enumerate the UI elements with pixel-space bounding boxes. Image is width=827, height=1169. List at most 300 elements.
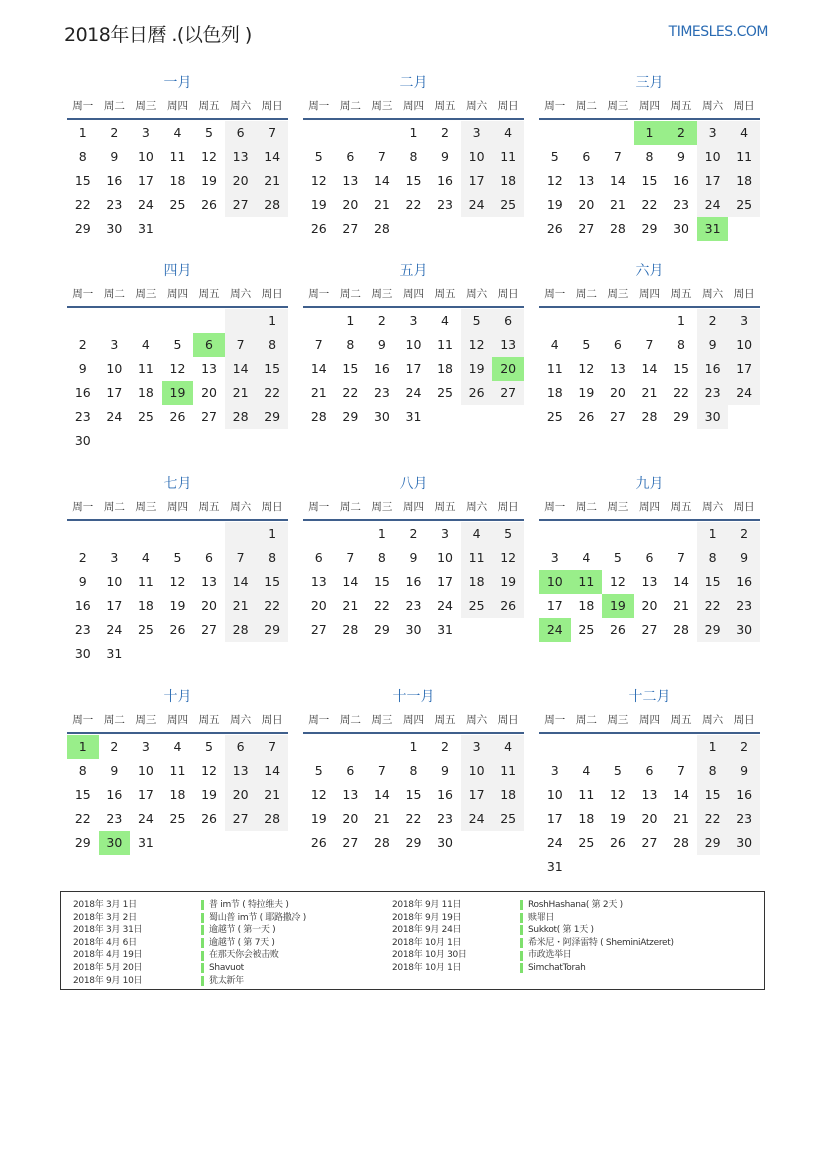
day-cell: 30 xyxy=(728,831,760,855)
holiday-row xyxy=(73,937,306,950)
weekday-label: 周二 xyxy=(575,714,597,726)
day-cell: 1 xyxy=(677,313,685,328)
month-calendar xyxy=(303,260,524,473)
day-cell: 13 xyxy=(342,787,359,802)
day-cell: 18 xyxy=(169,173,186,188)
day-cell: 11 xyxy=(137,574,154,589)
day-cell: 3 xyxy=(697,121,729,145)
day-cell: 14 xyxy=(256,145,288,169)
holiday-row xyxy=(73,949,306,962)
page-title: 2018年日曆 .(以色列 ) xyxy=(64,24,252,46)
day-cell: 31 xyxy=(546,859,563,874)
weekday-label: 周五 xyxy=(670,501,692,513)
day-cell: 2 xyxy=(409,526,418,541)
day-cell-empty xyxy=(665,735,697,759)
day-cell: 4 xyxy=(141,337,150,352)
day-cell: 24 xyxy=(728,381,760,405)
day-cell: 10 xyxy=(728,333,760,357)
day-cell: 19 xyxy=(492,570,524,594)
day-cell-holiday: 1 xyxy=(634,121,666,145)
weekday-label: 周三 xyxy=(371,100,393,112)
day-cell: 7 xyxy=(256,735,288,759)
day-cell: 30 xyxy=(106,221,123,236)
holiday-date: 2018年 3月 31日 xyxy=(73,925,143,936)
site-logo[interactable]: TIMESLES.COM xyxy=(668,24,768,40)
day-cell-empty xyxy=(335,522,367,546)
day-cell: 16 xyxy=(673,173,689,188)
day-cell: 15 xyxy=(405,173,422,188)
holiday-row xyxy=(73,924,306,937)
day-cell: 2 xyxy=(728,735,760,759)
weekday-header xyxy=(67,282,288,308)
day-cell: 29 xyxy=(697,618,729,642)
day-cell: 23 xyxy=(673,197,689,212)
day-cell: 27 xyxy=(225,807,257,831)
day-cell: 15 xyxy=(641,173,658,188)
day-cell: 18 xyxy=(137,385,154,400)
day-cell: 27 xyxy=(578,221,595,236)
day-cell: 3 xyxy=(110,550,119,565)
day-cell: 7 xyxy=(613,149,622,164)
weekday-label: 周二 xyxy=(103,100,125,112)
weekday-label: 周五 xyxy=(198,100,220,112)
day-cell: 8 xyxy=(377,550,386,565)
day-cell: 19 xyxy=(201,787,217,802)
day-cell: 26 xyxy=(492,594,524,618)
day-cell: 31 xyxy=(106,646,123,661)
days-grid xyxy=(303,734,524,855)
day-cell-empty xyxy=(571,309,603,333)
weekday-label: 周五 xyxy=(434,100,456,112)
day-cell: 15 xyxy=(256,357,288,381)
weekday-label: 周六 xyxy=(702,714,724,726)
day-cell: 13 xyxy=(641,574,658,589)
day-cell: 7 xyxy=(677,763,685,778)
day-cell: 21 xyxy=(256,783,288,807)
day-cell: 20 xyxy=(641,811,658,826)
day-cell: 3 xyxy=(409,313,418,328)
days-grid xyxy=(539,308,760,429)
day-cell: 15 xyxy=(697,570,729,594)
day-cell: 21 xyxy=(256,169,288,193)
holiday-marker xyxy=(520,963,523,973)
day-cell: 16 xyxy=(437,173,453,188)
weekday-header xyxy=(539,495,760,521)
day-cell: 23 xyxy=(728,807,760,831)
day-cell: 24 xyxy=(461,193,493,217)
day-cell-empty xyxy=(539,735,571,759)
day-cell: 15 xyxy=(405,787,422,802)
day-cell: 14 xyxy=(310,361,327,376)
day-cell: 30 xyxy=(373,409,390,424)
day-cell: 27 xyxy=(342,835,359,850)
holiday-marker xyxy=(520,951,523,961)
day-cell: 22 xyxy=(74,197,91,212)
day-cell: 15 xyxy=(373,574,390,589)
day-cell-empty xyxy=(634,309,666,333)
holiday-name: 普 im节 ( 特拉维夫 ) xyxy=(209,900,289,910)
weekday-label: 周二 xyxy=(103,714,125,726)
day-cell: 9 xyxy=(697,333,729,357)
weekday-label: 周五 xyxy=(198,288,220,300)
day-cell-empty xyxy=(571,522,603,546)
day-cell: 12 xyxy=(310,173,327,188)
day-cell-empty xyxy=(193,522,225,546)
holiday-list xyxy=(60,891,765,990)
day-cell: 2 xyxy=(441,125,449,140)
day-cell: 5 xyxy=(492,522,524,546)
day-cell: 4 xyxy=(582,763,591,778)
day-cell: 10 xyxy=(106,574,123,589)
day-cell-empty xyxy=(193,309,225,333)
day-cell: 16 xyxy=(405,574,422,589)
day-cell: 9 xyxy=(728,546,760,570)
day-cell: 5 xyxy=(613,550,622,565)
day-cell: 27 xyxy=(225,193,257,217)
weekday-label: 周二 xyxy=(339,288,361,300)
day-cell: 28 xyxy=(673,835,689,850)
day-cell: 13 xyxy=(225,759,257,783)
day-cell: 29 xyxy=(373,622,390,637)
weekday-label: 周日 xyxy=(733,714,755,726)
day-cell-empty xyxy=(571,121,603,145)
day-cell: 23 xyxy=(405,598,422,613)
day-cell: 28 xyxy=(373,221,390,236)
day-cell: 21 xyxy=(373,197,390,212)
day-cell: 2 xyxy=(78,337,87,352)
day-cell-empty xyxy=(130,309,162,333)
holiday-marker xyxy=(520,900,523,910)
day-cell-holiday: 31 xyxy=(697,217,729,241)
weekday-label: 周四 xyxy=(166,501,188,513)
day-cell: 7 xyxy=(346,550,355,565)
day-cell-empty xyxy=(571,735,603,759)
day-cell: 13 xyxy=(225,145,257,169)
day-cell: 20 xyxy=(578,197,595,212)
day-cell: 26 xyxy=(169,409,186,424)
day-cell: 5 xyxy=(314,149,323,164)
month-calendar xyxy=(303,72,524,260)
day-cell: 29 xyxy=(342,409,359,424)
day-cell: 14 xyxy=(373,173,390,188)
holiday-date: 2018年 5月 20日 xyxy=(73,962,143,973)
day-cell-empty xyxy=(67,309,99,333)
weekday-label: 周四 xyxy=(166,714,188,726)
weekday-header xyxy=(539,94,760,120)
day-cell: 19 xyxy=(169,598,186,613)
weekday-label: 周六 xyxy=(702,288,724,300)
day-cell: 17 xyxy=(437,574,453,589)
month-title: 五月 xyxy=(399,263,428,279)
weekday-header xyxy=(67,495,288,521)
days-grid xyxy=(539,120,760,241)
holiday-row xyxy=(73,975,306,988)
day-cell: 14 xyxy=(641,361,658,376)
day-cell: 11 xyxy=(437,337,453,352)
weekday-label: 周二 xyxy=(339,501,361,513)
day-cell-empty xyxy=(130,522,162,546)
day-cell: 25 xyxy=(137,622,154,637)
day-cell-holiday: 1 xyxy=(67,735,99,759)
month-calendar xyxy=(303,473,524,686)
day-cell: 8 xyxy=(78,149,87,164)
day-cell: 28 xyxy=(342,622,359,637)
holiday-date: 2018年 9月 24日 xyxy=(392,925,462,936)
day-cell: 27 xyxy=(201,409,217,424)
day-cell: 12 xyxy=(546,173,563,188)
day-cell: 29 xyxy=(405,835,422,850)
day-cell: 21 xyxy=(342,598,359,613)
day-cell: 21 xyxy=(310,385,327,400)
holiday-name: Shavuot xyxy=(209,962,244,973)
day-cell: 18 xyxy=(728,169,760,193)
day-cell: 9 xyxy=(441,763,449,778)
day-cell: 6 xyxy=(205,550,213,565)
day-cell-holiday: 11 xyxy=(571,570,603,594)
day-cell: 14 xyxy=(225,570,257,594)
day-cell-empty xyxy=(303,309,335,333)
day-cell: 16 xyxy=(728,570,760,594)
day-cell: 20 xyxy=(225,169,257,193)
weekday-label: 周日 xyxy=(497,100,519,112)
weekday-label: 周三 xyxy=(371,501,393,513)
day-cell: 4 xyxy=(550,337,559,352)
day-cell: 26 xyxy=(609,835,626,850)
day-cell: 31 xyxy=(137,835,154,850)
day-cell-empty xyxy=(539,121,571,145)
day-cell-empty xyxy=(335,121,367,145)
day-cell: 3 xyxy=(550,550,559,565)
days-grid xyxy=(539,734,760,879)
month-title: 九月 xyxy=(635,476,664,492)
day-cell: 7 xyxy=(645,337,654,352)
day-cell: 15 xyxy=(74,173,91,188)
holiday-row xyxy=(73,899,306,912)
day-cell-empty xyxy=(67,522,99,546)
day-cell: 19 xyxy=(578,385,595,400)
day-cell: 17 xyxy=(546,811,563,826)
day-cell: 10 xyxy=(137,149,154,164)
weekday-label: 周二 xyxy=(339,100,361,112)
day-cell: 5 xyxy=(461,309,493,333)
day-cell: 1 xyxy=(256,522,288,546)
day-cell: 11 xyxy=(169,149,186,164)
holiday-name: 逾越节 ( 第 7天 ) xyxy=(209,937,275,948)
day-cell: 6 xyxy=(225,121,257,145)
holiday-marker xyxy=(520,913,523,923)
day-cell: 30 xyxy=(74,646,91,661)
day-cell-holiday: 19 xyxy=(602,594,634,618)
day-cell: 30 xyxy=(74,433,91,448)
day-cell: 8 xyxy=(409,763,418,778)
day-cell: 22 xyxy=(342,385,359,400)
day-cell-holiday: 2 xyxy=(665,121,697,145)
day-cell: 12 xyxy=(461,333,493,357)
day-cell: 7 xyxy=(256,121,288,145)
day-cell: 5 xyxy=(173,550,182,565)
day-cell: 16 xyxy=(373,361,390,376)
weekday-label: 周日 xyxy=(497,714,519,726)
day-cell-empty xyxy=(539,309,571,333)
day-cell: 22 xyxy=(256,381,288,405)
holiday-marker xyxy=(201,951,204,961)
day-cell: 5 xyxy=(613,763,622,778)
weekday-header xyxy=(539,708,760,734)
day-cell: 8 xyxy=(346,337,355,352)
weekday-label: 周一 xyxy=(544,714,566,726)
day-cell: 15 xyxy=(697,783,729,807)
day-cell: 22 xyxy=(74,811,91,826)
days-grid xyxy=(67,120,288,241)
day-cell: 24 xyxy=(106,409,123,424)
day-cell: 12 xyxy=(201,149,217,164)
day-cell: 9 xyxy=(78,574,87,589)
day-cell: 12 xyxy=(609,574,626,589)
holiday-marker xyxy=(520,938,523,948)
day-cell: 9 xyxy=(728,759,760,783)
holiday-name: 在那天你会被击败 xyxy=(209,950,279,961)
day-cell: 17 xyxy=(137,173,154,188)
days-grid xyxy=(67,521,288,666)
day-cell: 13 xyxy=(201,361,217,376)
weekday-label: 周六 xyxy=(230,714,252,726)
day-cell: 9 xyxy=(377,337,386,352)
day-cell-empty xyxy=(634,522,666,546)
day-cell: 25 xyxy=(137,409,154,424)
weekday-label: 周三 xyxy=(135,714,157,726)
holiday-row xyxy=(392,924,674,937)
day-cell: 10 xyxy=(461,759,493,783)
day-cell: 28 xyxy=(673,622,689,637)
day-cell: 29 xyxy=(74,221,91,236)
day-cell: 14 xyxy=(673,574,689,589)
weekday-label: 周六 xyxy=(230,288,252,300)
day-cell: 21 xyxy=(641,385,658,400)
day-cell: 6 xyxy=(314,550,323,565)
day-cell: 17 xyxy=(137,787,154,802)
day-cell: 3 xyxy=(461,121,493,145)
day-cell: 7 xyxy=(377,149,386,164)
day-cell: 19 xyxy=(310,197,327,212)
day-cell: 6 xyxy=(613,337,622,352)
day-cell: 9 xyxy=(78,361,87,376)
day-cell: 20 xyxy=(641,598,658,613)
weekday-label: 周一 xyxy=(544,288,566,300)
day-cell: 21 xyxy=(373,811,390,826)
day-cell: 26 xyxy=(578,409,595,424)
holiday-name: 市政选举日 xyxy=(528,950,572,961)
day-cell: 24 xyxy=(106,622,123,637)
day-cell: 22 xyxy=(697,594,729,618)
day-cell: 16 xyxy=(697,357,729,381)
weekday-label: 周四 xyxy=(402,501,424,513)
weekday-header xyxy=(303,708,524,734)
day-cell: 25 xyxy=(546,409,563,424)
month-calendar xyxy=(303,686,524,881)
day-cell: 21 xyxy=(609,197,626,212)
day-cell: 4 xyxy=(141,550,150,565)
day-cell: 3 xyxy=(461,735,493,759)
day-cell: 8 xyxy=(78,763,87,778)
holiday-marker xyxy=(201,900,204,910)
weekday-header xyxy=(67,94,288,120)
weekday-label: 周四 xyxy=(402,288,424,300)
weekday-label: 周日 xyxy=(261,714,283,726)
day-cell: 20 xyxy=(342,197,359,212)
weekday-label: 周五 xyxy=(198,714,220,726)
day-cell: 20 xyxy=(609,385,626,400)
month-title: 七月 xyxy=(163,476,192,492)
weekday-label: 周三 xyxy=(371,714,393,726)
day-cell: 5 xyxy=(205,125,213,140)
weekday-label: 周一 xyxy=(308,501,330,513)
day-cell-holiday: 19 xyxy=(162,381,194,405)
holiday-name: SimchatTorah xyxy=(528,962,586,973)
day-cell-empty xyxy=(303,522,335,546)
day-cell: 25 xyxy=(578,835,595,850)
day-cell: 19 xyxy=(546,197,563,212)
day-cell: 30 xyxy=(405,622,422,637)
holiday-marker xyxy=(201,925,204,935)
days-grid xyxy=(303,521,524,642)
weekday-label: 周三 xyxy=(607,501,629,513)
day-cell: 3 xyxy=(141,739,150,754)
day-cell: 1 xyxy=(256,309,288,333)
day-cell: 23 xyxy=(74,409,91,424)
day-cell: 31 xyxy=(137,221,154,236)
day-cell: 18 xyxy=(546,385,563,400)
holiday-date: 2018年 9月 11日 xyxy=(392,900,462,910)
weekday-label: 周五 xyxy=(670,714,692,726)
day-cell: 10 xyxy=(137,763,154,778)
days-grid xyxy=(303,308,524,429)
day-cell: 28 xyxy=(641,409,658,424)
day-cell-empty xyxy=(162,309,194,333)
day-cell: 9 xyxy=(409,550,418,565)
day-cell-holiday: 6 xyxy=(193,333,225,357)
holiday-row xyxy=(392,899,674,912)
weekday-label: 周五 xyxy=(434,288,456,300)
day-cell: 27 xyxy=(201,622,217,637)
day-cell: 21 xyxy=(673,811,689,826)
day-cell: 11 xyxy=(169,763,186,778)
day-cell-empty xyxy=(303,735,335,759)
weekday-label: 周四 xyxy=(638,714,660,726)
day-cell: 26 xyxy=(169,622,186,637)
weekday-label: 周一 xyxy=(308,714,330,726)
day-cell: 30 xyxy=(697,405,729,429)
day-cell: 30 xyxy=(673,221,689,236)
day-cell: 27 xyxy=(310,622,327,637)
day-cell: 8 xyxy=(256,546,288,570)
day-cell: 27 xyxy=(609,409,626,424)
weekday-label: 周一 xyxy=(308,100,330,112)
holiday-row xyxy=(392,937,674,950)
day-cell: 20 xyxy=(225,783,257,807)
day-cell: 17 xyxy=(697,169,729,193)
day-cell: 7 xyxy=(377,763,386,778)
holiday-row xyxy=(73,962,306,975)
day-cell-empty xyxy=(602,735,634,759)
weekday-header xyxy=(303,495,524,521)
month-title: 十月 xyxy=(163,689,192,705)
holiday-marker xyxy=(201,913,204,923)
weekday-label: 周四 xyxy=(638,100,660,112)
day-cell: 29 xyxy=(256,405,288,429)
day-cell-empty xyxy=(602,522,634,546)
day-cell-empty xyxy=(303,121,335,145)
day-cell: 23 xyxy=(697,381,729,405)
